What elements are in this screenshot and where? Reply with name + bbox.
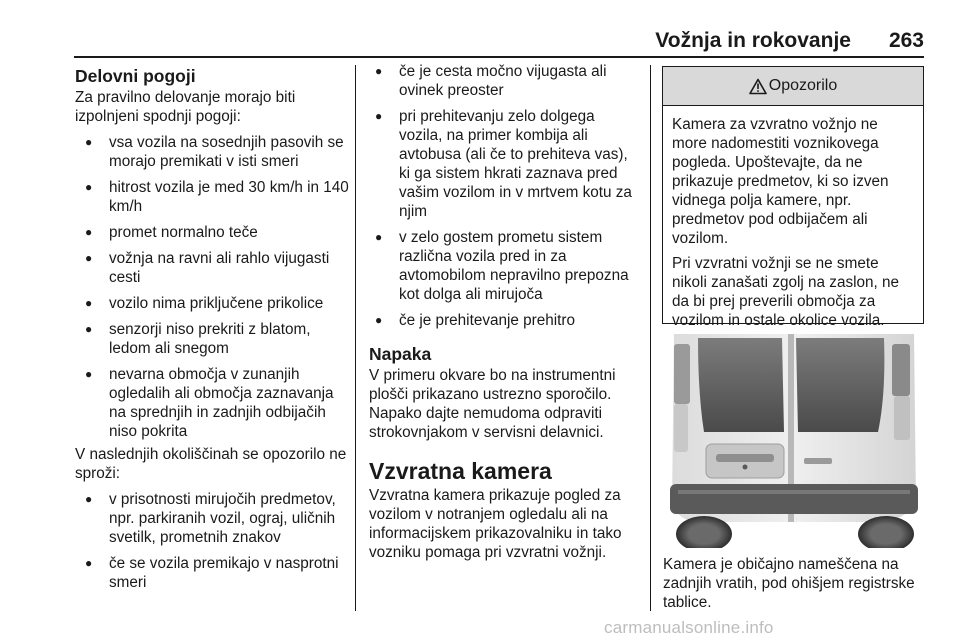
no-warning-intro: V naslednjih okoliščinah se opozorilo ne sproži:: [75, 446, 347, 482]
list-item: ● v prisotnosti mirujočih predmetov, npr. parkiranih vozil, ograj, uličnih svetilk, prometnih znakov: [79, 490, 349, 547]
warning-para-1: Kamera za vzvratno vožnjo ne more nadomestiti voznikovega pogleda. Upoštevajte, da ne prikazuje predmetov, ki so izven vidnega polja kamere, npr. predmetov pod odbijačem ali vozilom.: [672, 116, 889, 247]
list-item: ● pri prehitevanju zelo dolgega vozila, na primer kombija ali avtobusa (ali če to prehiteva vas), ki ga sistem hkrati zaznava pred vašim vozilom in v mrtvem kotu za njim: [369, 107, 641, 221]
van-rear-illustration: [664, 334, 924, 548]
list-item: ● vsa vozila na sosednjih pasovih se morajo premikati v isti smeri: [79, 133, 349, 171]
list-item: ● nevarna območja v zunanjih ogledalih ali območja zaznavanja na sprednjih in zadnjih odbijačih niso pokrita: [79, 365, 349, 441]
page-number: 263: [888, 29, 924, 52]
page-header: [655, 26, 924, 56]
rear-door-camera-image: [664, 334, 924, 548]
list-item: ● če je cesta močno vijugasta ali ovinek preoster: [369, 62, 641, 100]
column-divider-2: [650, 65, 651, 611]
vzvratna-kamera-text: Vzvratna kamera prikazuje pogled za vozilom v notranjem ogledalu ali na informacijskem prikazovalniku in tako vozniku pomaga pri vzvratni vožnji.: [369, 487, 622, 561]
warning-header: [663, 67, 923, 106]
no-warning-list-continued: [369, 62, 641, 330]
list-item: ● v zelo gostem prometu sistem različna vozila pred in za avtomobilom nepravilno prepozna kot dolga ali mirujoča: [369, 228, 641, 304]
watermark: carmanualsonline.info: [604, 618, 774, 637]
heading-delovni-pogoji: Delovni pogoji: [75, 66, 196, 86]
heading-vzvratna-kamera: Vzvratna kamera: [369, 458, 552, 484]
list-item: ● hitrost vozila je med 30 km/h in 140 km/h: [79, 178, 349, 216]
conditions-list: [75, 133, 349, 441]
image-caption: Kamera je običajno nameščena na zadnjih vratih, pod ohišjem registrske tablice.: [663, 556, 915, 611]
list-item: ● promet normalno teče: [79, 223, 349, 242]
warning-body: [663, 106, 923, 330]
list-item: ● vožnja na ravni ali rahlo vijugasti cesti: [79, 249, 349, 287]
list-item: ● vozilo nima priključene prikolice: [79, 294, 349, 313]
warning-para-2: Pri vzvratni vožnji se ne smete nikoli zanašati zgolj na zaslon, ne da bi prej preverili območja za vozilom in ostale okolice vozila.: [672, 255, 900, 329]
column-2: [369, 62, 641, 562]
column-divider-1: [355, 65, 356, 611]
list-item: ● če se vozila premikajo v nasprotni smeri: [79, 554, 349, 592]
no-warning-list: [75, 490, 349, 592]
warning-title: Opozorilo: [768, 77, 838, 94]
napaka-text: V primeru okvare bo na instrumentni plošči prikazano ustrezno sporočilo. Napako dajte nemudoma odpraviti strokovnjakom v servisni delavnici.: [369, 367, 616, 441]
list-item: ● če je prehitevanje prehitro: [369, 311, 641, 330]
list-item: ● senzorji niso prekriti z blatom, ledom ali snegom: [79, 320, 349, 358]
warning-triangle-icon: [749, 78, 767, 95]
intro-text: Za pravilno delovanje morajo biti izpolnjeni spodnji pogoji:: [75, 89, 296, 125]
heading-napaka: Napaka: [369, 344, 432, 364]
header-title: Vožnja in rokovanje: [655, 29, 851, 52]
column-1: [75, 64, 349, 592]
warning-box: [662, 66, 924, 329]
header-rule: [74, 56, 924, 58]
